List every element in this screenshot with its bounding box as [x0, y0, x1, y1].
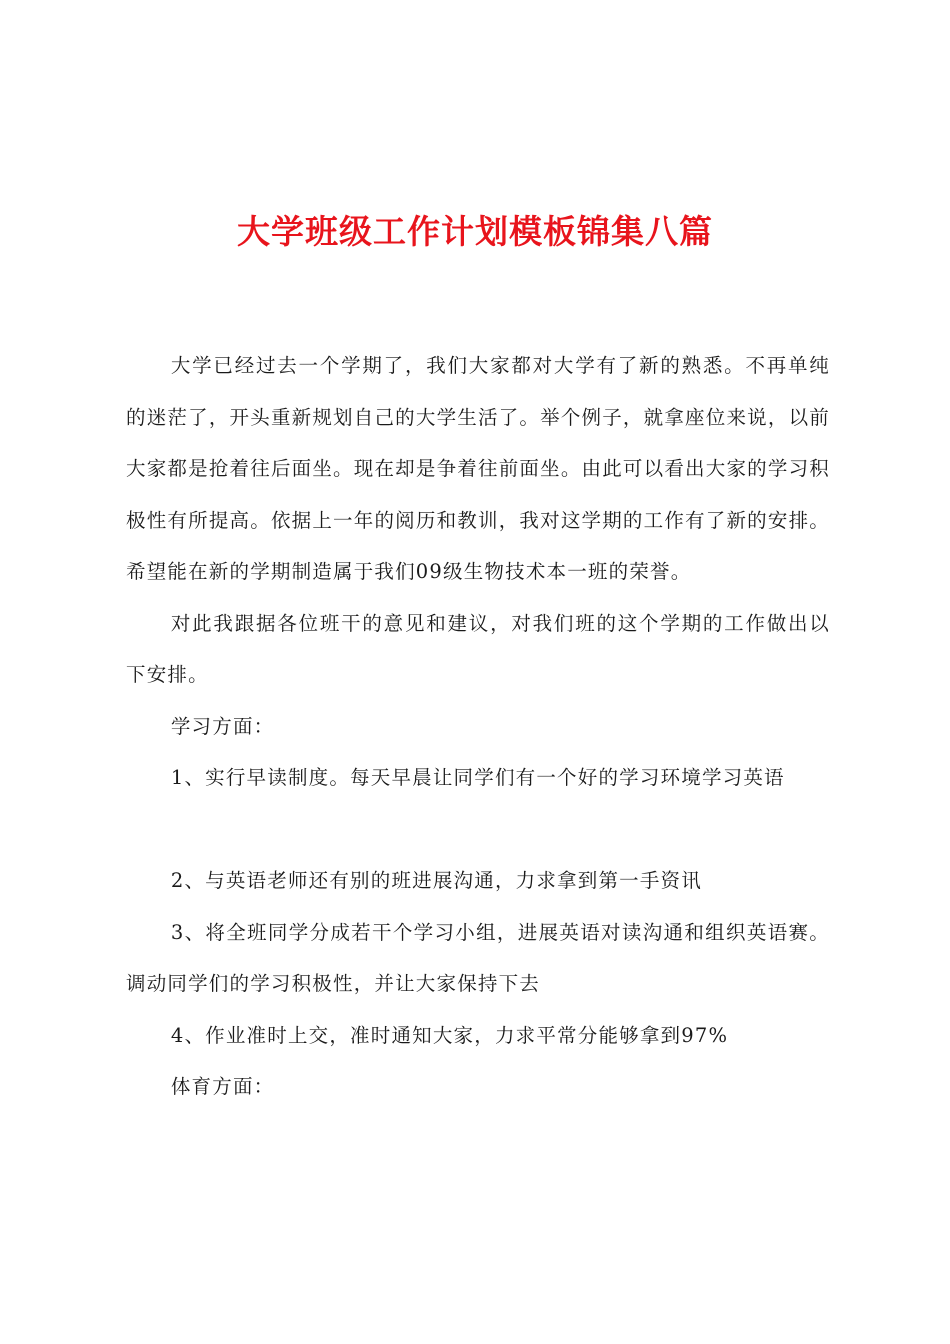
list-item-study-3: 3、将全班同学分成若干个学习小组，进展英语对读沟通和组织英语赛。调动同学们的学习积极性，并让大家保持下去 — [126, 920, 830, 995]
section-heading-study: 学习方面： — [170, 714, 275, 738]
paragraph-arrangement: 对此我跟据各位班干的意见和建议，对我们班的这个学期的工作做出以下安排。 — [126, 611, 830, 686]
document-body — [126, 340, 830, 1113]
section-heading-sports: 体育方面： — [170, 1075, 275, 1098]
blank-line — [126, 804, 830, 856]
paragraph-intro: 大学已经过去一个学期了，我们大家都对大学有了新的熟悉。不再单纯的迷茫了，开头重新规划自己的大学生活了。举个例子，就拿座位来说，以前大家都是抢着往后面坐。现在却是争着往前面坐。由此可以看出大家的学习积极性有所提高。依据上一年的阅历和教训，我对这学期的工作有了新的安排。希望能在新的学期制造属于我们09级生物技术本一班的荣誉。 — [126, 354, 830, 583]
list-item-study-1: 1、实行早读制度。每天早晨让同学们有一个好的学习环境学习英语 — [170, 766, 785, 789]
list-item-study-4: 4、作业准时上交，准时通知大家，力求平常分能够拿到97% — [170, 1023, 729, 1047]
document-title: 大学班级工作计划模板锦集八篇 — [237, 212, 713, 251]
list-item-study-2: 2、与英语老师还有别的班进展沟通，力求拿到第一手资讯 — [170, 869, 702, 892]
